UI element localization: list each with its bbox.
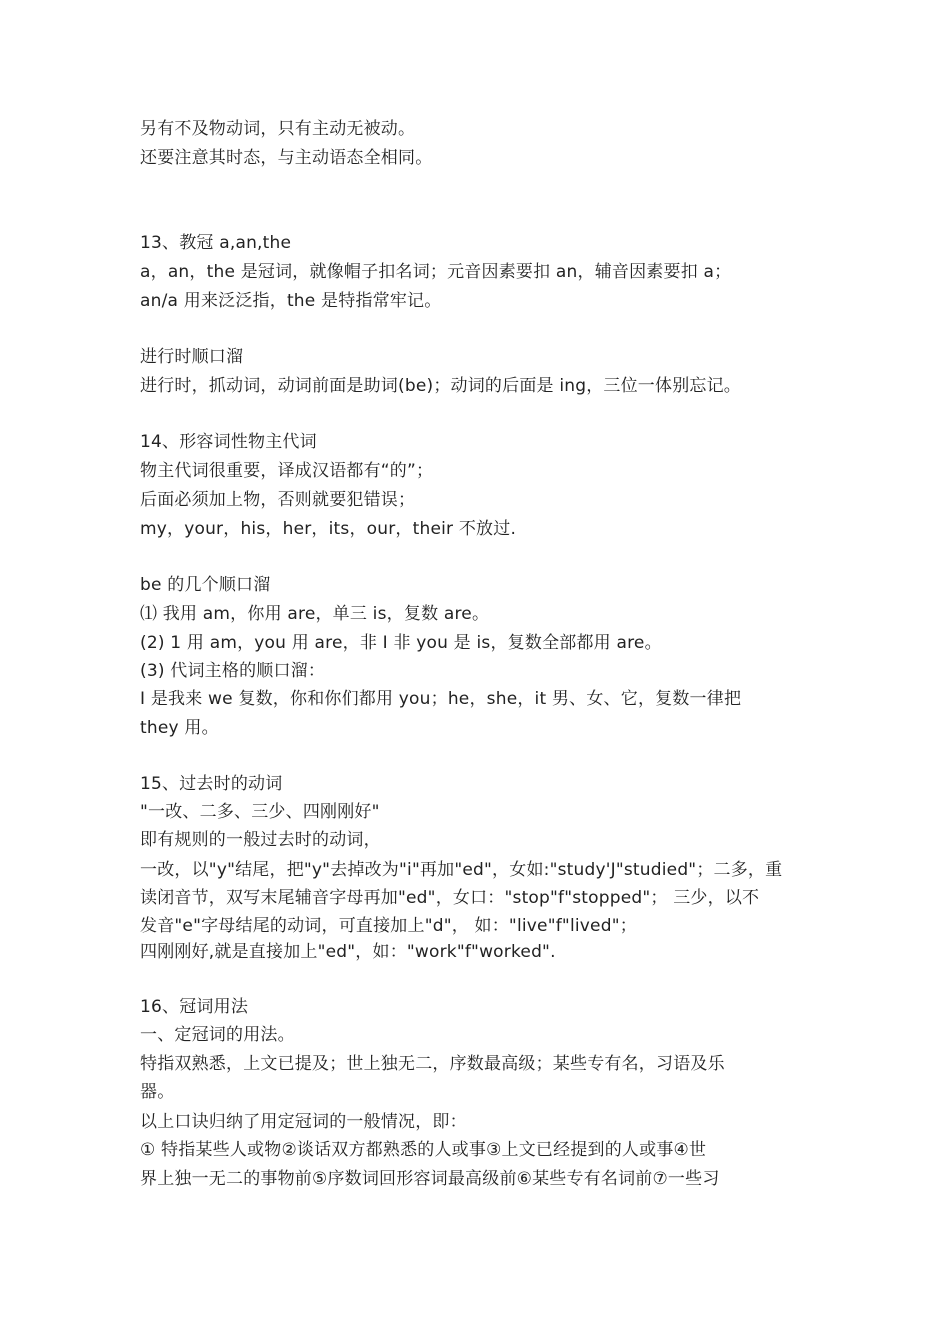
text-line: 即有规则的一般过去时的动词， (140, 830, 381, 850)
text-line: 还要注意其时态，与主动语态全相同。 (140, 148, 433, 168)
section-heading-13: 13、教冠 a,an,the (140, 233, 292, 253)
subheading-progressive: 进行时顺口溜 (140, 347, 244, 367)
text-line: 物主代词很重要，译成汉语都有“的”； (140, 461, 434, 481)
text-line: 后面必须加上物，否则就要犯错误； (140, 490, 416, 510)
text-line: 发音"e"字母结尾的动词，可直接加上"d"， 如："live"f"lived"； (140, 916, 637, 936)
text-line: 以上口诀归纳了用定冠词的一般情况，即： (140, 1112, 467, 1132)
text-line: they 用。 (140, 718, 219, 738)
text-line: an/a 用来泛泛指，the 是特指常牢记。 (140, 291, 442, 311)
text-line: 进行时，抓动词，动词前面是助词(be)；动词的后面是 ing，三位一体别忘记。 (140, 376, 742, 396)
text-line: 一改，以"y"结尾，把"y"去掉改为"i"再加"ed"，女如:"study'J"studied"；二多，重 (140, 860, 783, 880)
text-line: 一、定冠词的用法。 (140, 1025, 295, 1045)
text-line: 四刚刚好,就是直接加上"ed"，如："work"f"worked". (140, 942, 556, 962)
subheading-be: be 的几个顺口溜 (140, 575, 271, 595)
text-line: 另有不及物动词，只有主动无被动。 (140, 119, 416, 139)
text-line: 器。 (140, 1082, 175, 1102)
text-line: my，your，his，her，its，our，their 不放过. (140, 519, 517, 539)
text-line: 特指双熟悉，上文已提及；世上独无二，序数最高级；某些专有名，习语及乐 (140, 1054, 725, 1074)
text-line: ⑴ 我用 am，你用 are，单三 is，复数 are。 (140, 604, 490, 624)
section-heading-16: 16、冠词用法 (140, 997, 249, 1017)
section-heading-15: 15、过去时的动词 (140, 774, 283, 794)
text-line: 界上独一无二的事物前⑤序数词回形容词最高级前⑥某些专有名词前⑦一些习 (140, 1169, 720, 1189)
section-heading-14: 14、形容词性物主代词 (140, 432, 317, 452)
text-line: (3) 代词主格的顺口溜： (140, 661, 326, 681)
text-line: 读闭音节，双写末尾辅音字母再加"ed"，女口："stop"f"stopped"； 三少，以不 (140, 888, 760, 908)
text-line: I 是我来 we 复数，你和你们都用 you；he，she，it 男、女、它，复数一律把 (140, 689, 742, 709)
text-line: "一改、二多、三少、四刚刚好" (140, 802, 380, 822)
text-line: (2) 1 用 am，you 用 are，非 I 非 you 是 is，复数全部都用 are。 (140, 633, 662, 653)
text-line: a，an，the 是冠词，就像帽子扣名词；元音因素要扣 an，辅音因素要扣 a； (140, 262, 732, 282)
text-line: ① 特指某些人或物②谈话双方都熟悉的人或事③上文已经提到的人或事④世 (140, 1140, 707, 1160)
